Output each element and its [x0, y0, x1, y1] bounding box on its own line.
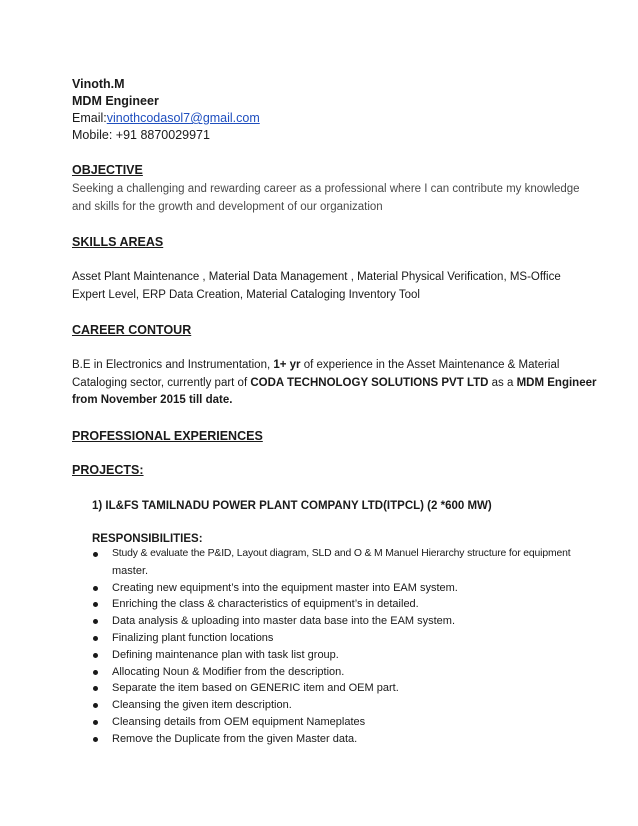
career-line-3: from November 2015 till date. — [72, 394, 233, 406]
candidate-name: Vinoth.M — [72, 77, 125, 91]
skills-line-2: Expert Level, ERP Data Creation, Material Cataloging Inventory Tool — [72, 289, 420, 301]
bullet-text: Cleansing details from OEM equipment Nameplates — [112, 715, 366, 728]
project-1-title: 1) IL&FS TAMILNADU POWER PLANT COMPANY LTD(ITPCL) (2 *600 MW) — [92, 500, 492, 512]
list-item — [90, 647, 610, 664]
list-item — [90, 630, 610, 647]
bullet-text: Creating new equipment’s into the equipment master into EAM system. — [112, 581, 458, 594]
list-item — [90, 596, 610, 613]
bullet-text: Finalizing plant function locations — [112, 631, 274, 644]
responsibilities-heading: RESPONSIBILITIES: — [92, 533, 203, 545]
career-degree: B.E in Electronics and Instrumentation, — [72, 359, 274, 371]
bullet-text: Defining maintenance plan with task list group. — [112, 648, 339, 661]
company-name: CODA TECHNOLOGY SOLUTIONS PVT LTD — [250, 377, 489, 389]
experience-heading: PROFESSIONAL EXPERIENCES — [72, 429, 263, 443]
mobile-line: Mobile: +91 8870029971 — [72, 128, 210, 142]
bullet-icon — [93, 602, 98, 607]
objective-line-2: and skills for the growth and development of our organization — [72, 201, 383, 213]
bullet-icon — [93, 586, 98, 591]
bullet-text-cont: master. — [112, 564, 149, 577]
email-label: Email: — [72, 111, 107, 125]
objective-line-1: Seeking a challenging and rewarding career as a professional where I can contribute my knowledge — [72, 183, 580, 195]
candidate-role: MDM Engineer — [72, 94, 159, 108]
list-item — [90, 731, 610, 748]
projects-heading: PROJECTS: — [72, 463, 144, 477]
career-line-2 — [72, 375, 596, 391]
list-item — [90, 664, 610, 681]
list-item — [90, 580, 610, 597]
career-as: as a — [488, 377, 517, 389]
career-line-1 — [72, 357, 559, 373]
bullet-text: Allocating Noun & Modifier from the description. — [112, 665, 345, 678]
bullet-icon — [93, 653, 98, 658]
bullet-icon — [93, 670, 98, 675]
bullet-icon — [93, 636, 98, 641]
bullet-icon — [93, 703, 98, 708]
bullet-icon — [93, 686, 98, 691]
bullet-text: Remove the Duplicate from the given Master data. — [112, 732, 358, 745]
email-line — [72, 110, 260, 127]
list-item — [90, 697, 610, 714]
bullet-icon — [93, 619, 98, 624]
bullet-text: Enriching the class & characteristics of equipment’s in detailed. — [112, 598, 419, 611]
career-sector: of experience in the Asset Maintenance & Material — [300, 359, 560, 371]
list-item — [90, 714, 610, 731]
career-years: 1+ yr — [273, 359, 301, 371]
responsibilities-list — [90, 546, 610, 748]
skills-line-1: Asset Plant Maintenance , Material Data Management , Material Physical Verification, MS-Office — [72, 271, 561, 283]
bullet-text: Cleansing the given item description. — [112, 699, 292, 712]
bullet-icon — [93, 552, 98, 557]
list-item — [90, 546, 610, 580]
bullet-text: Data analysis & uploading into master data base into the EAM system. — [112, 615, 456, 628]
career-current: Cataloging sector, currently part of — [72, 377, 251, 389]
list-item — [90, 680, 610, 697]
career-heading: CAREER CONTOUR — [72, 323, 192, 337]
bullet-text: Separate the item based on GENERIC item and OEM part. — [112, 682, 399, 695]
email-link[interactable]: vinothcodasol7@gmail.com — [106, 111, 260, 125]
objective-heading: OBJECTIVE — [72, 163, 143, 177]
bullet-icon — [93, 737, 98, 742]
career-role: MDM Engineer — [516, 377, 597, 389]
bullet-text: Study & evaluate the P&ID, Layout diagram, SLD and O & M Manuel Hierarchy structure for equipment — [112, 548, 571, 559]
bullet-icon — [93, 720, 98, 725]
skills-heading: SKILLS AREAS — [72, 235, 164, 249]
list-item — [90, 613, 610, 630]
